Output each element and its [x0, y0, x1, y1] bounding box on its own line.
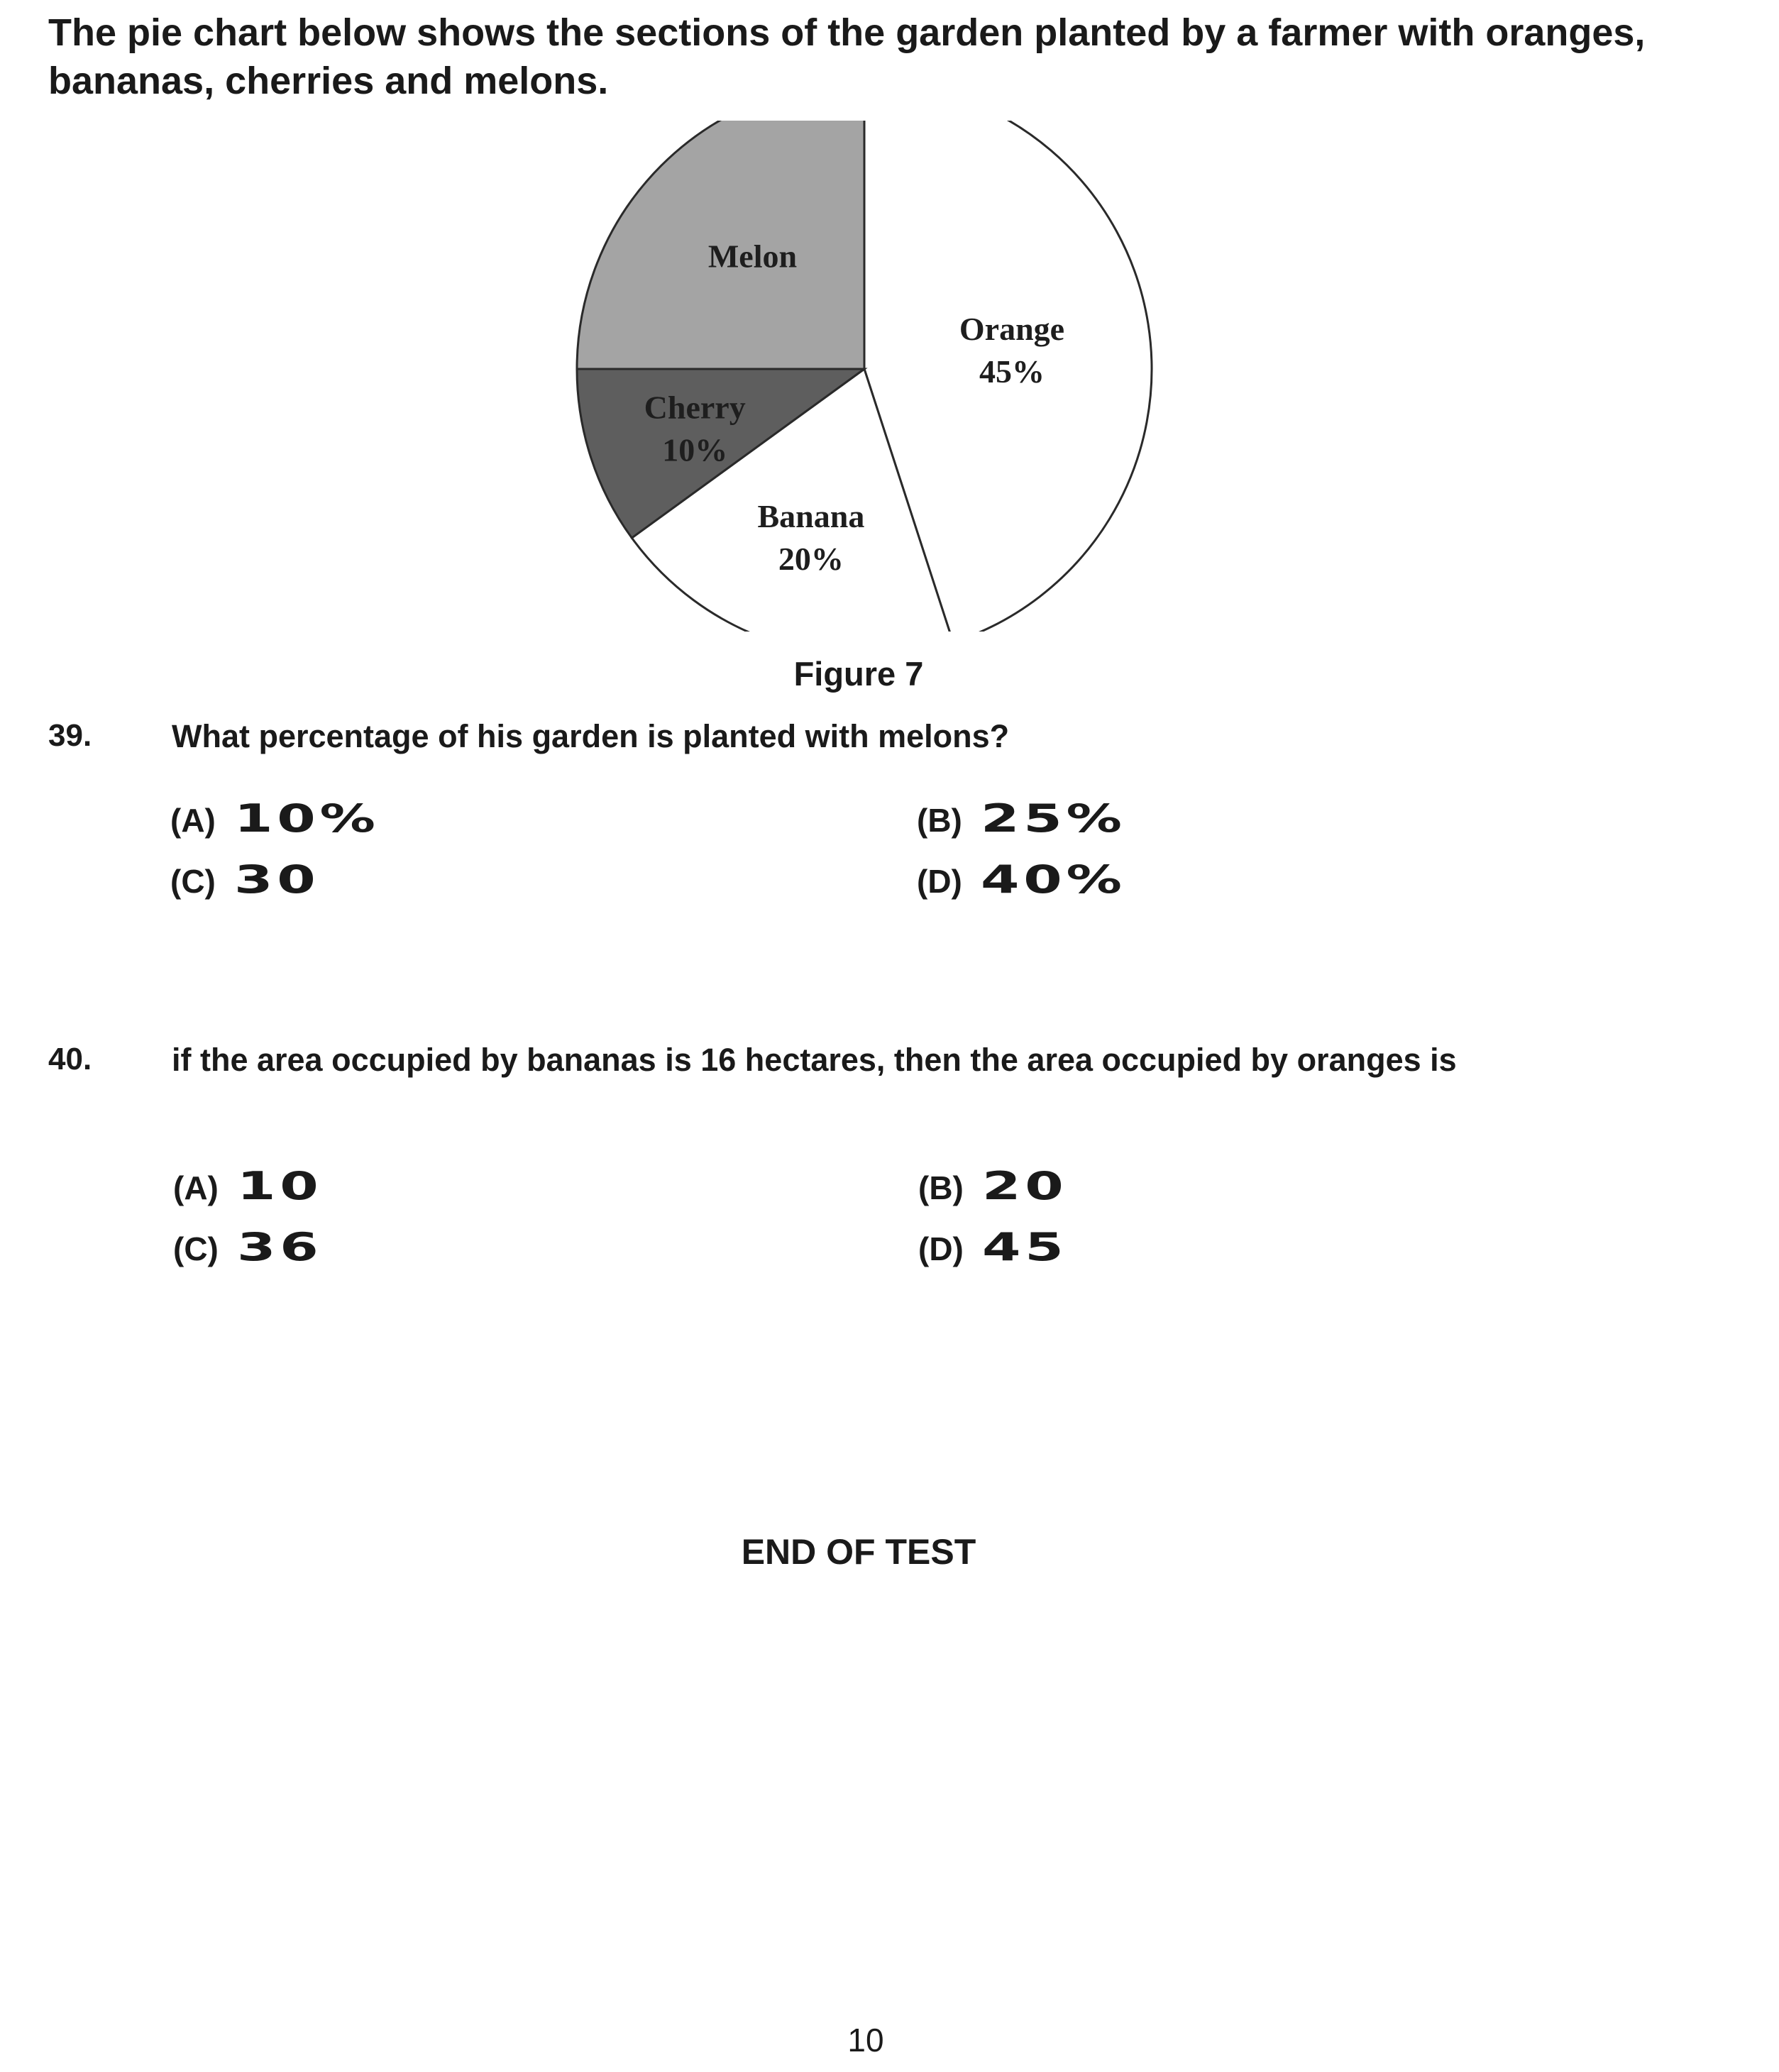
option-value: 30: [233, 857, 320, 902]
question-39-option-a[interactable]: [170, 796, 380, 841]
pie-label-banana: Banana: [757, 498, 865, 535]
option-value: 40%: [980, 857, 1126, 902]
question-40-option-b[interactable]: [918, 1164, 1068, 1208]
option-value: 20: [981, 1164, 1068, 1208]
question-40-number: 40.: [48, 1042, 92, 1076]
pie-chart: [568, 121, 1178, 632]
option-letter: (D): [918, 1230, 964, 1267]
option-letter: (B): [917, 802, 962, 839]
option-letter: (D): [917, 863, 962, 900]
pie-label-melon: Melon: [707, 238, 798, 275]
intro-text: The pie chart below shows the sections of the garden planted by a farmer with oranges, bananas, cherries and melons.: [48, 11, 1646, 102]
question-40-option-d[interactable]: [918, 1225, 1068, 1269]
question-39-option-b[interactable]: [917, 796, 1126, 841]
question-40-option-c[interactable]: [173, 1225, 323, 1269]
pie-slices: [577, 121, 1152, 632]
option-value: 25%: [980, 796, 1126, 841]
option-value: 10%: [233, 796, 380, 841]
option-value: 10: [236, 1164, 323, 1208]
option-letter: (A): [173, 1169, 219, 1206]
option-letter: (A): [170, 802, 216, 839]
option-letter: (B): [918, 1169, 964, 1206]
option-value: 45: [981, 1225, 1068, 1269]
option-letter: (C): [170, 863, 216, 900]
question-39-number: 39.: [48, 718, 92, 753]
question-39-option-d[interactable]: [917, 857, 1126, 902]
question-40-text: if the area occupied by bananas is 16 hectares, then the area occupied by oranges is: [172, 1042, 1457, 1078]
option-value: 36: [236, 1225, 323, 1269]
page-number: 10: [847, 2022, 884, 2059]
pie-value-orange: 45%: [979, 353, 1045, 390]
pie-value-banana: 20%: [778, 541, 844, 578]
option-letter: (C): [173, 1230, 219, 1267]
pie-label-cherry: Cherry: [644, 389, 746, 426]
question-40-option-a[interactable]: [173, 1164, 323, 1208]
pie-value-cherry: 10%: [662, 431, 728, 468]
end-of-test: END OF TEST: [741, 1532, 976, 1572]
figure-caption: Figure 7: [793, 655, 924, 693]
question-39-option-c[interactable]: [170, 857, 320, 902]
pie-label-orange: Orange: [959, 311, 1065, 348]
question-39-text: What percentage of his garden is planted with melons?: [172, 718, 1010, 754]
